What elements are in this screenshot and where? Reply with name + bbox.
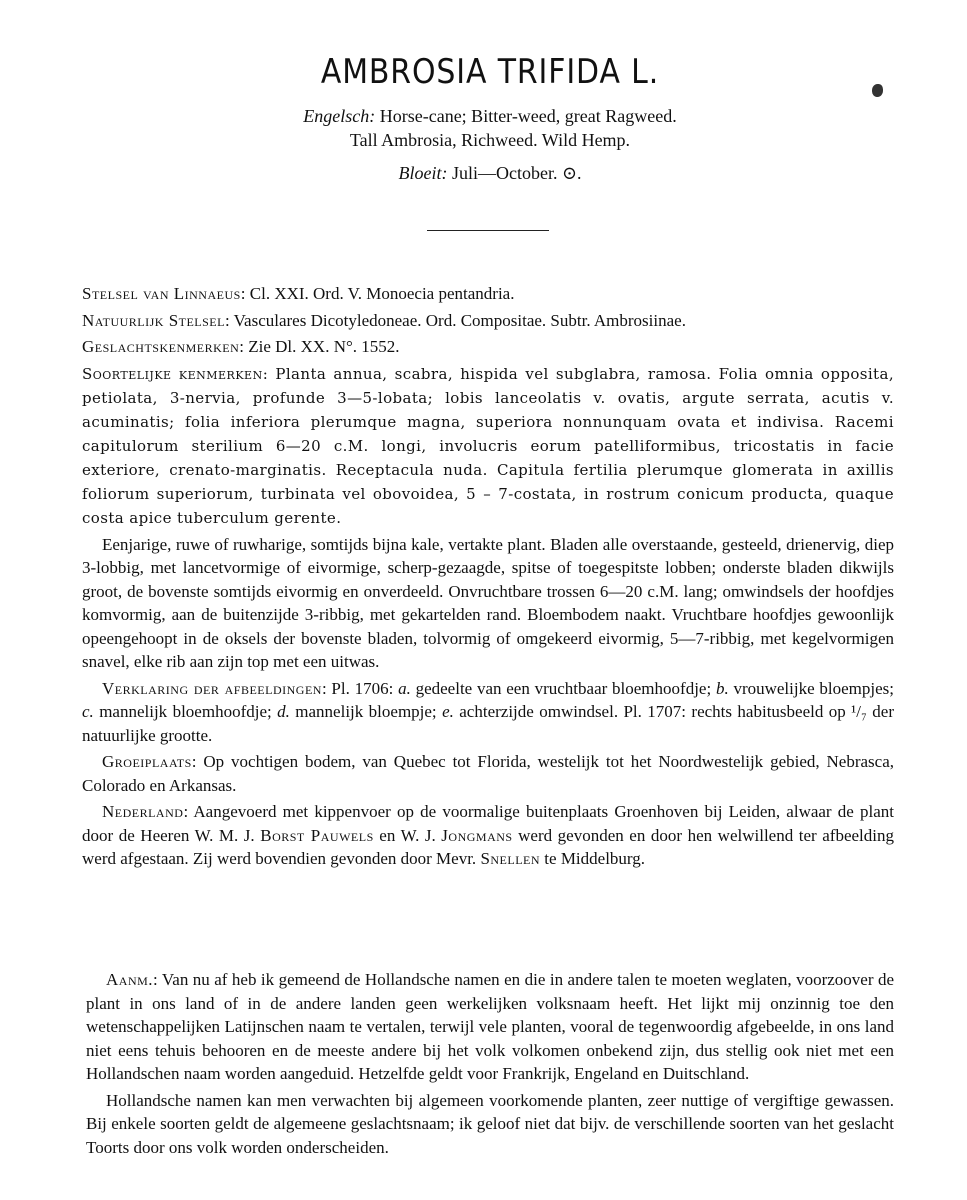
main-text <box>82 282 894 871</box>
note-text-1: : Van nu af heb ik gemeend de Hollandsche namen en die in andere talen te moeten weglaten, voorzoover de plant in ons land of in de andere landen geen werkelijken volksnaam heeft. Het lijkt mij onzinnig toe den wetenschappelijken Latijnschen naam te vertalen, terwijl vele planten, vooral de tegenwoordig afgebeelde, in ons land niet eens tehuis behooren en de meeste andere bij het volk volkomen onbekend zijn, dus stellig ook niet met een Hollandschen naam worden aangeduid. Hetzelfde geldt voor Frankrijk, Engeland en Duitschland. <box>86 970 894 1083</box>
habitat-paragraph <box>82 750 894 797</box>
natural-system-text: : Vasculares Dicotyledoneae. Ord. Compositae. Subtr. Ambrosiinae. <box>224 310 686 330</box>
person-name-snellen: Snellen <box>480 849 541 868</box>
genus-label: Geslachtskenmerken <box>82 337 240 356</box>
plates-e: e. <box>442 702 454 721</box>
linnaeus-label: Stelsel van Linnaeus <box>82 284 241 303</box>
note-label: Aanm. <box>106 970 154 989</box>
species-label: Soortelijke kenmerken <box>82 364 263 383</box>
habitat-label: Groeiplaats <box>102 752 192 771</box>
divider-rule <box>427 230 549 231</box>
note-paragraph-2: Hollandsche namen kan men verwachten bij algemeen voorkomende planten, zeer nuttige of vergiftige gewassen. Bij enkele soorten geldt de algemeene geslachtsnaam; ik geloof niet dat bijv. de verschillende soorten van het geslacht Toorts door ons volk worden onderscheiden. <box>86 1090 894 1157</box>
page-title: AMBROSIA TRIFIDA L. <box>320 52 660 92</box>
netherlands-paragraph <box>82 800 894 871</box>
bloom-label: Bloeit: <box>398 163 448 183</box>
netherlands-text-2: en W. J. <box>373 825 442 845</box>
bloom-text: Juli—October. ⊙. <box>451 163 582 183</box>
plates-text-6: achterzijde omwindsel. Pl. 1707: rechts habitusbeeld op ¹/₇ der natuurlijke grootte. <box>82 702 895 745</box>
plates-text-2: gedeelte van een vruchtbaar bloemhoofdje; <box>410 678 716 698</box>
dutch-description-paragraph: Eenjarige, ruwe of ruwharige, somtijds bijna kale, vertakte plant. Bladen alle overstaande, gesteeld, drienervig, diep 3-lobbig, met lancetvormige of eivormige, scherp-gezaagde, spitse of toegespitste lobben; onderste bladen dikwijls groot, de bovenste somtijds eivormig en onverdeeld. Onvruchtbare trossen 6—20 c.M. lang; omwindsels der hoofdjes komvormig, aan de buitenzijde 3-ribbig, met gekartelden rand. Bloembodem naakt. Vruchtbare hoofdjes gewoonlijk opeengehoopt in de oksels der bovenste bladen, tolvormig of omgekeerd eivormig, 5—7-ribbig, met kegelvormigen snavel, elke rib aan zijn top met een uitwas. <box>82 534 894 671</box>
species-paragraph <box>82 362 894 530</box>
plates-text-4: mannelijk bloemhoofdje; <box>93 702 278 721</box>
plates-paragraph <box>82 677 894 748</box>
natural-system-paragraph <box>82 309 894 333</box>
netherlands-text-1: : Aangevoerd met kippenvoer op de voormalige buitenplaats Groenhoven bij Leiden, alwaar de plant door de Heeren W. M. J. <box>82 802 894 845</box>
bloom-line <box>0 163 967 184</box>
plates-text-5: mannelijk bloempje; <box>289 702 443 721</box>
linnaeus-text: : Cl. XXI. Ord. V. Monoecia pentandria. <box>240 284 515 303</box>
netherlands-text-4: te Middelburg. <box>540 849 646 868</box>
plates-d: d. <box>277 702 290 721</box>
species-text: : Planta annua, scabra, hispida vel subglabra, ramosa. Folia omnia opposita, petiolata, 3-nervia, profunde 3—5-lobata; lobis lanceolatis v. ovatis, argute serrata, acutis v. acuminatis; folia inferiora plerumque magna, superiora nonnunquam ovata et indivisa. Racemi capitulorum sterilium 6—20 c.M. longi, involucris eorum patelliformibus, tricostatis in facie exteriore, crenato-marginatis. Receptacula nuda. Capitula fertilia plerumque glomerata in axillis foliorum superiorum, turbinata vel obovoidea, 5 – 7-costata, in rostrum conicum producta, quaque costa apice tuberculum gerente. <box>82 364 894 527</box>
netherlands-text-3: werd gevonden en door hen welwillend ter afbeelding werd afgestaan. Zij werd bovendien gevonden door Mevr. <box>82 825 894 868</box>
plates-a: a. <box>398 678 411 698</box>
plates-c: c. <box>82 702 94 721</box>
note-paragraph-1 <box>86 968 894 1086</box>
english-names-line-2: Tall Ambrosia, Richweed. Wild Hemp. <box>349 130 631 150</box>
plates-b: b. <box>715 678 729 698</box>
plates-label: Verklaring der afbeeldingen <box>102 678 322 698</box>
person-name-jongmans: Jongmans <box>441 825 513 845</box>
note-section <box>86 968 894 1159</box>
linnaeus-paragraph <box>82 282 894 306</box>
person-name-borst-pauwels: Borst Pauwels <box>260 825 374 845</box>
plates-text-3: vrouwelijke bloempjes; <box>728 678 894 698</box>
english-label: Engelsch: <box>303 106 376 126</box>
ink-spot <box>872 84 883 97</box>
plates-text-1: : Pl. 1706: <box>321 678 399 698</box>
genus-text: : Zie Dl. XX. N°. 1552. <box>239 337 400 356</box>
habitat-text: : Op vochtigen bodem, van Quebec tot Florida, westelijk tot het Noordwestelijk gebied, Nebrasca, Colorado en Arkansas. <box>82 752 894 795</box>
english-names-1: Horse-cane; Bitter-weed, great Ragweed. <box>379 106 677 126</box>
netherlands-label: Nederland <box>102 802 184 821</box>
natural-system-label: Natuurlijk Stelsel <box>82 310 225 330</box>
genus-paragraph <box>82 335 894 359</box>
english-names-line-1 <box>0 106 967 127</box>
